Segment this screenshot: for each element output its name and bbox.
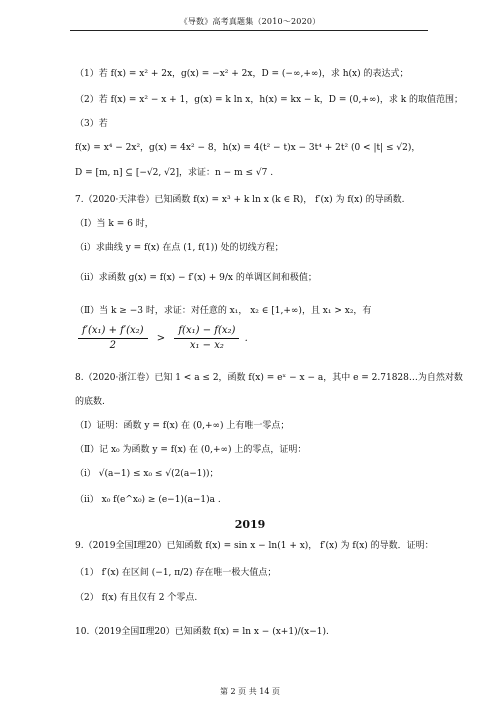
question-9-part-2: （2） f(x) 有且仅有 2 个零点. — [75, 593, 198, 603]
question-7-part-2: （Ⅱ）当 k ≥ −3 时，求证：对任意的 x₁， x₂ ∈ [1,+∞)，且 x₁ > x₂，有 — [75, 306, 372, 316]
header-rule — [70, 30, 428, 31]
question-7-inequality — [76, 324, 248, 353]
left-numerator: f′(x₁) + f′(x₂) — [78, 324, 148, 339]
question-8-stem: 8.（2020·浙江卷）已知 1 < a ≤ 2，函数 f(x) = eˣ − x − a，其中 e = 2.71828…为自然对数 — [75, 373, 463, 383]
question-7-stem: 7.（2020·天津卷）已知函数 f(x) = x³ + k ln x (k ∈ R)， f′(x) 为 f(x) 的导函数. — [75, 195, 405, 205]
inequality-period: . — [244, 333, 248, 344]
problem-part-1: （1）若 f(x) = x² + 2x，g(x) = −x² + 2x，D = (−∞,+∞)，求 h(x) 的表达式； — [75, 69, 409, 79]
right-denominator: x₁ − x₂ — [189, 340, 224, 351]
page-footer: 第 2 页 共 14 页 — [220, 687, 280, 696]
question-8-part-2: （Ⅱ）记 x₀ 为函数 y = f(x) 在 (0,+∞) 上的零点，证明： — [75, 445, 307, 455]
inequality-right-fraction — [174, 324, 239, 353]
problem-part-2: （2）若 f(x) = x² − x + 1，g(x) = k ln x，h(x) = kx − k，D = (0,+∞)，求 k 的取值范围； — [75, 95, 464, 105]
problem-part-3: （3）若 — [75, 119, 108, 129]
question-10-stem: 10.（2019全国Ⅱ理20）已知函数 f(x) = ln x − (x+1)/(x−1). — [75, 627, 329, 637]
question-9-stem: 9.（2019全国Ⅰ理20）已知函数 f(x) = sin x − ln(1 + x)， f′(x) 为 f(x) 的导数．证明： — [75, 541, 434, 551]
right-numerator: f(x₁) − f(x₂) — [174, 324, 239, 339]
inequality-sign: > — [156, 333, 166, 344]
running-header: 《导数》高考真题集（2010～2020） — [179, 17, 321, 26]
inequality-left-fraction — [78, 324, 148, 353]
question-9-part-1: （1） f′(x) 在区间 (−1, π/2) 存在唯一极大值点； — [75, 568, 277, 578]
question-8-part-2-i: （ⅰ） √(a−1) ≤ x₀ ≤ √(2(a−1))； — [75, 469, 219, 479]
question-8-stem-continued: 的底数. — [75, 397, 105, 407]
question-8-part-2-ii: （ⅱ） x₀ f(e^x₀) ≥ (e−1)(a−1)a . — [75, 495, 221, 505]
problem-part-3-domain: D = [m, n] ⊆ [−√2, √2]，求证：n − m ≤ √7 . — [75, 168, 274, 178]
question-7-part-1-ii: （ii）求函数 g(x) = f(x) − f′(x) + 9/x 的单调区间和极值； — [75, 273, 317, 283]
question-8-part-1: （Ⅰ）证明：函数 y = f(x) 在 (0,+∞) 上有唯一零点； — [75, 421, 290, 431]
year-heading: 2019 — [234, 518, 266, 531]
problem-part-3-functions: f(x) = x⁴ − 2x²，g(x) = 4x² − 8，h(x) = 4(t² − t)x − 3t⁴ + 2t² (0 < |t| ≤ √2)， — [75, 143, 421, 153]
left-denominator: 2 — [109, 340, 116, 351]
question-7-part-1-i: （i）求曲线 y = f(x) 在点 (1, f(1)) 处的切线方程； — [75, 243, 284, 253]
question-7-part-1: （Ⅰ）当 k = 6 时， — [75, 219, 154, 229]
